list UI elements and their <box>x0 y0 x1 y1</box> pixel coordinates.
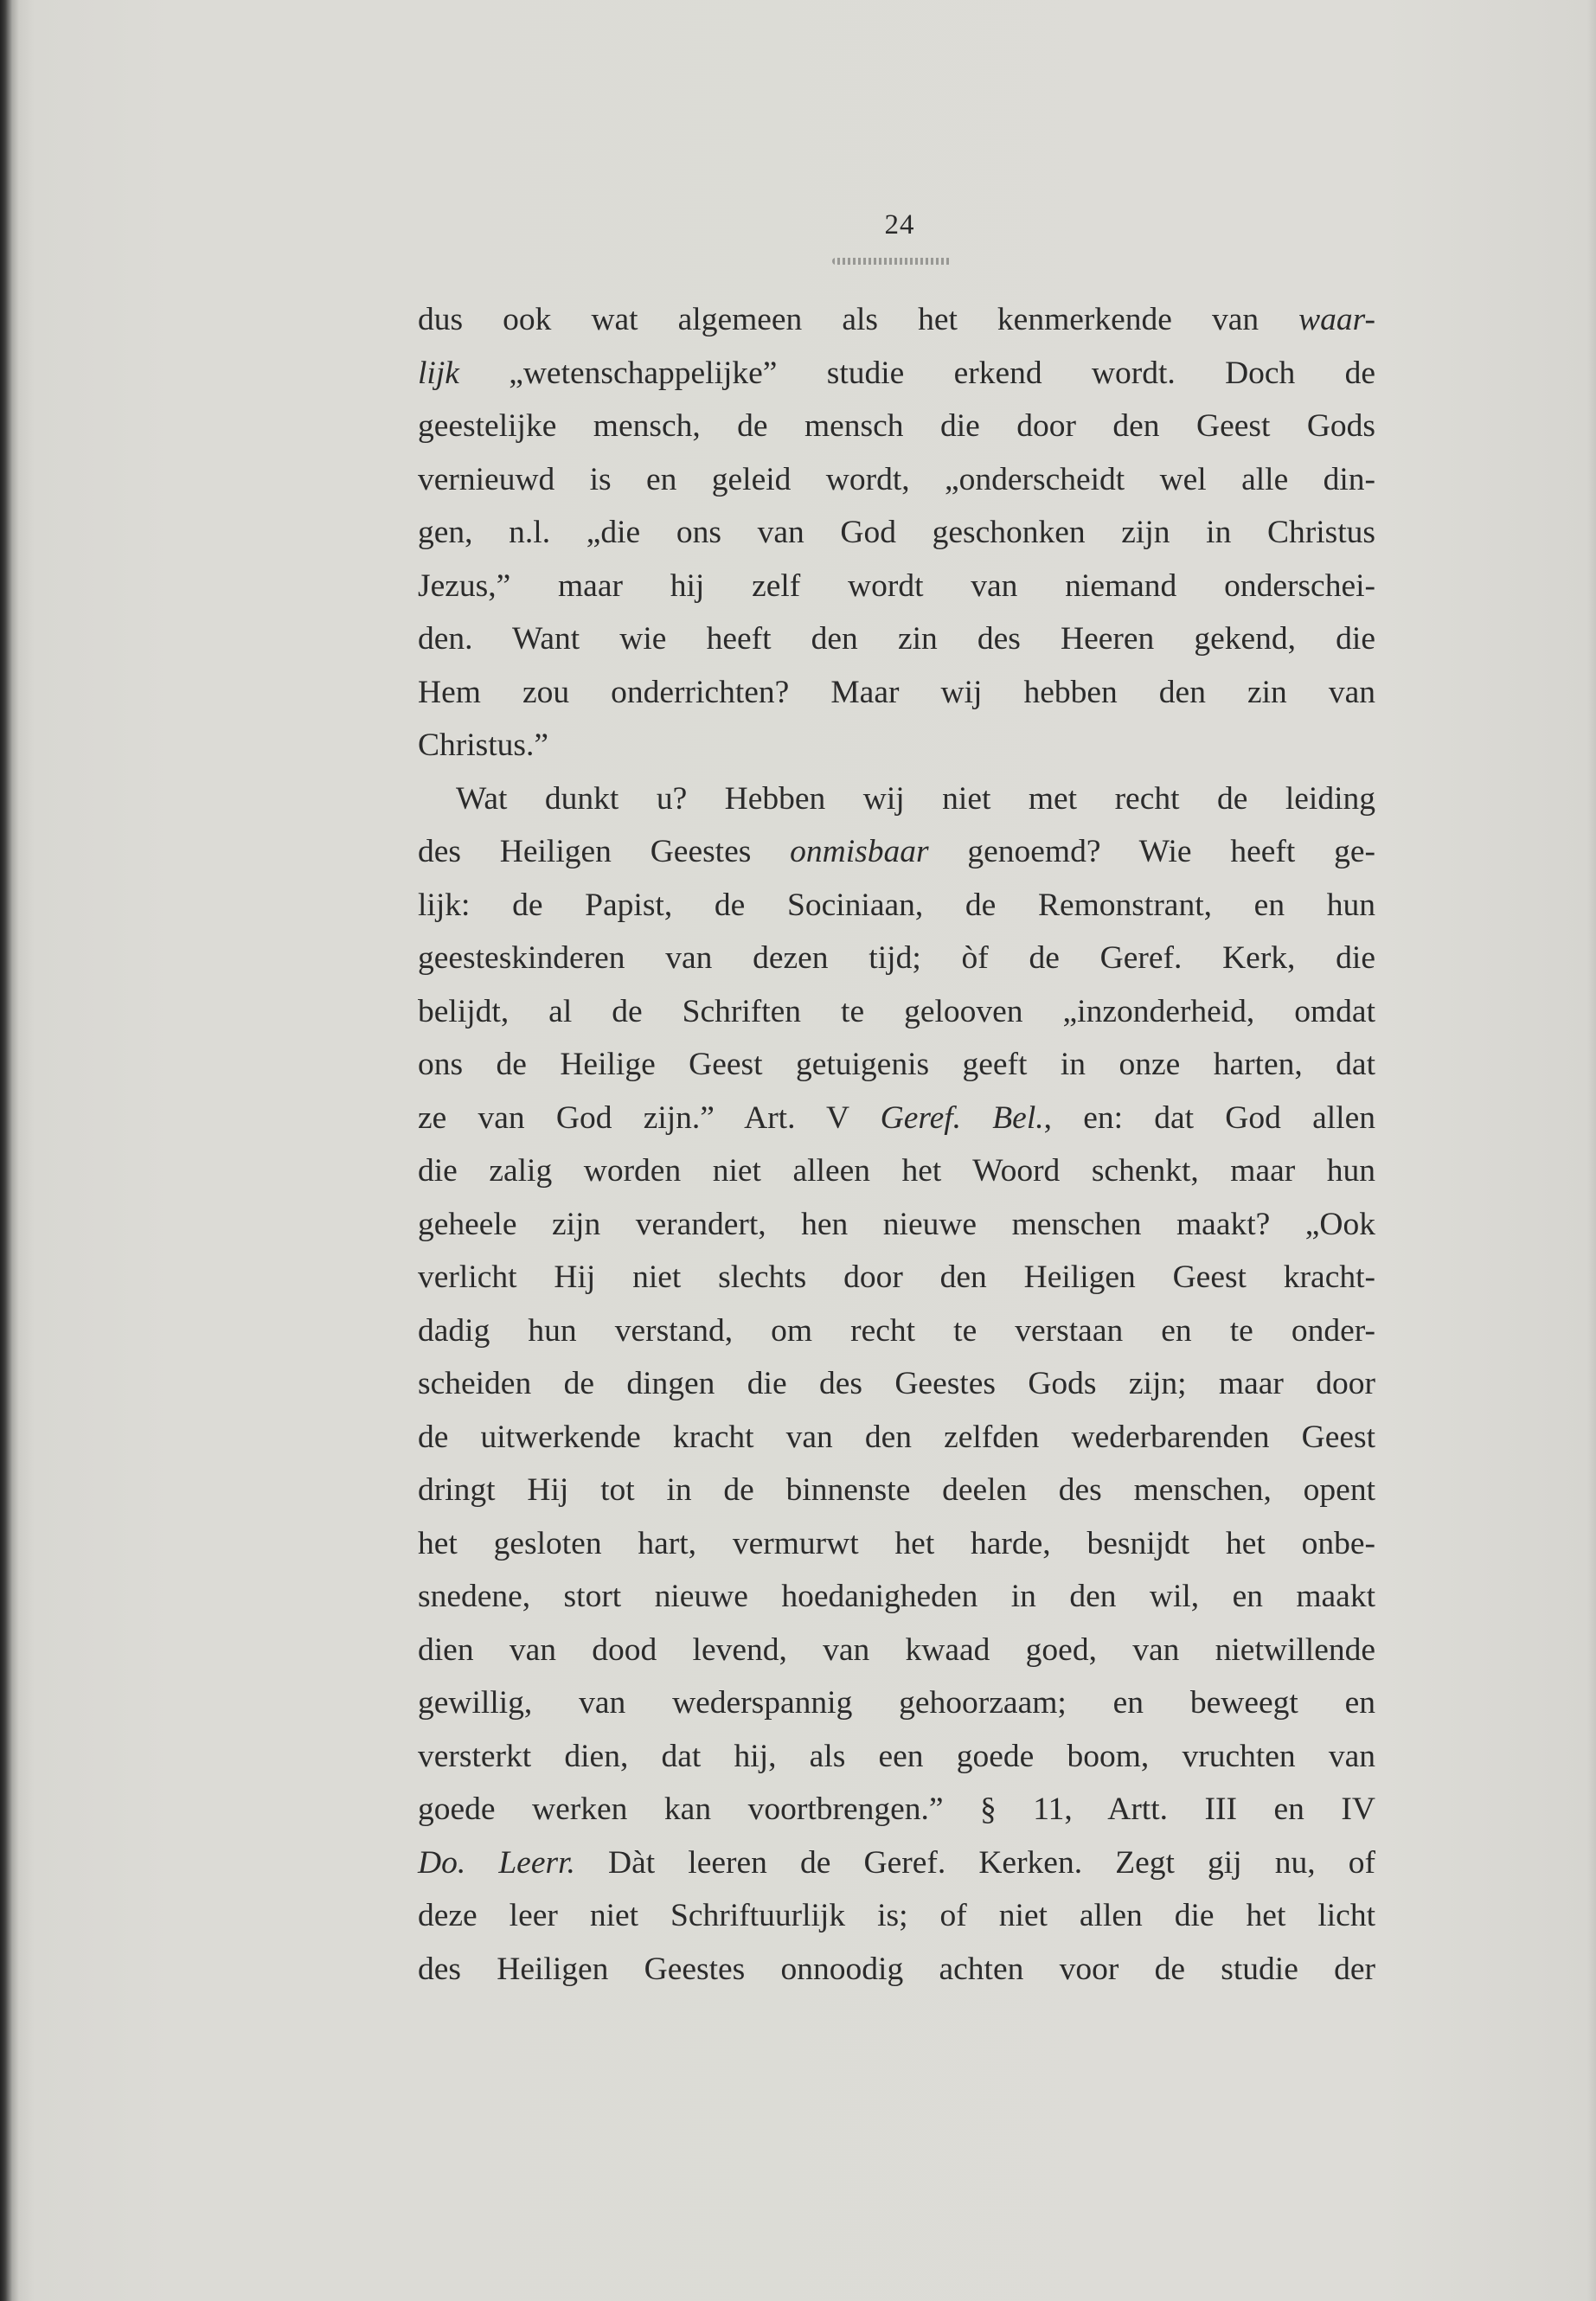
text-line <box>418 1198 1375 1252</box>
page-header <box>0 209 1596 241</box>
text-segment: dien van dood levend, van kwaad goed, van nietwillende <box>418 1631 1375 1668</box>
text-segment: het gesloten hart, vermurwt het harde, besnijdt het onbe- <box>418 1525 1375 1561</box>
text-segment: deze leer niet Schriftuurlijk is; of niet allen die het licht <box>418 1898 1375 1933</box>
text-line <box>418 506 1375 560</box>
text-line <box>418 1144 1375 1198</box>
text-segment: goede werken kan voortbrengen.” § 11, Artt. III en IV <box>418 1791 1375 1827</box>
text-segment: genoemd? Wie heeft ge- <box>928 834 1375 869</box>
text-segment: dadig hun verstand, om recht te verstaan en te onder- <box>418 1312 1375 1349</box>
text-segment: snedene, stort nieuwe hoedanigheden in den wil, en maakt <box>418 1579 1375 1614</box>
binding-shadow <box>0 0 19 2301</box>
text-segment: vernieuwd is en geleid wordt, „onderscheidt wel alle din- <box>418 461 1375 497</box>
italic-text: Geref. Bel. <box>880 1099 1044 1136</box>
text-line <box>418 1783 1375 1836</box>
text-line <box>418 825 1375 879</box>
text-line <box>418 1943 1375 1997</box>
text-line <box>418 1730 1375 1784</box>
text-line <box>418 560 1375 613</box>
text-line <box>418 1517 1375 1571</box>
text-segment: gewillig, van wederspannig gehoorzaam; en beweegt en <box>418 1685 1375 1721</box>
text-line <box>418 1836 1375 1890</box>
text-segment: dringt Hij tot in de binnenste deelen des menschen, opent <box>418 1472 1375 1508</box>
text-segment: de uitwerkende kracht van den zelfden wederbarenden Geest <box>418 1419 1375 1455</box>
italic-text: Do. Leerr. <box>418 1844 575 1881</box>
text-segment: belijdt, al de Schriften te gelooven „inzonderheid, omdat <box>418 993 1375 1029</box>
text-line <box>418 1570 1375 1624</box>
text-segment: ons de Heilige Geest getuigenis geeft in onze harten, dat <box>418 1047 1375 1082</box>
text-line <box>418 347 1375 401</box>
text-segment: des Heiligen Geestes <box>418 834 791 869</box>
italic-text: lijk <box>418 355 459 391</box>
text-line <box>418 1092 1375 1145</box>
text-segment: , en: dat God allen <box>1043 1099 1375 1136</box>
text-line <box>418 1357 1375 1411</box>
text-line <box>418 879 1375 933</box>
text-segment: Wat dunkt u? Hebben wij niet met recht de leiding <box>456 780 1375 817</box>
text-segment: Christus.” <box>418 727 549 763</box>
text-line <box>418 453 1375 507</box>
text-segment: ze van God zijn.” Art. V <box>418 1099 881 1136</box>
text-segment: „wetenschappelijke” studie erkend wordt. Doch de <box>458 355 1375 391</box>
text-segment: die zalig worden niet alleen het Woord schenkt, maar hun <box>418 1153 1375 1189</box>
text-line <box>418 932 1375 985</box>
text-line <box>418 612 1375 666</box>
text-segment: den. Want wie heeft den zin des Heeren gekend, die <box>418 621 1375 657</box>
text-line <box>418 293 1375 347</box>
text-segment: Dàt leeren de Geref. Kerken. Zegt gij nu, of <box>574 1844 1375 1881</box>
text-segment: geesteskinderen van dezen tijd; òf de Geref. Kerk, die <box>418 940 1375 976</box>
text-line <box>418 1411 1375 1465</box>
text-line <box>418 1464 1375 1517</box>
text-segment: lijk: de Papist, de Sociniaan, de Remonstrant, en hun <box>418 887 1375 923</box>
text-line <box>418 1038 1375 1092</box>
text-segment: dus ook wat algemeen als het kenmerkende van <box>418 302 1299 337</box>
text-line <box>418 772 1375 826</box>
text-line <box>418 985 1375 1039</box>
italic-text: onmisbaar <box>790 834 929 869</box>
text-line <box>418 1624 1375 1677</box>
text-line <box>418 1251 1375 1304</box>
text-segment: des Heiligen Geestes onnoodig achten voor de studie der <box>418 1951 1375 1987</box>
italic-text: waar- <box>1298 302 1375 337</box>
text-line <box>418 1889 1375 1943</box>
text-segment: geheele zijn verandert, hen nieuwe menschen maakt? „Ook <box>418 1206 1375 1242</box>
page-number-ornament <box>832 258 952 265</box>
text-segment: versterkt dien, dat hij, als een goede boom, vruchten van <box>418 1738 1375 1774</box>
text-segment: scheiden de dingen die des Geestes Gods zijn; maar door <box>418 1366 1375 1401</box>
text-segment: Hem zou onderrichten? Maar wij hebben den zin van <box>418 674 1375 710</box>
text-segment: gen, n.l. „die ons van God geschonken zijn in Christus <box>418 515 1375 550</box>
text-segment: geestelijke mensch, de mensch die door den Geest Gods <box>418 408 1375 444</box>
text-line <box>418 1304 1375 1358</box>
body-text <box>418 293 1375 1996</box>
text-segment: verlicht Hij niet slechts door den Heiligen Geest kracht- <box>418 1259 1375 1295</box>
text-line <box>418 1676 1375 1730</box>
page-number: 24 <box>884 209 915 240</box>
text-segment: Jezus,” maar hij zelf wordt van niemand onderschei- <box>418 567 1375 604</box>
text-line <box>418 400 1375 453</box>
text-line <box>418 666 1375 720</box>
text-line <box>418 719 1375 772</box>
